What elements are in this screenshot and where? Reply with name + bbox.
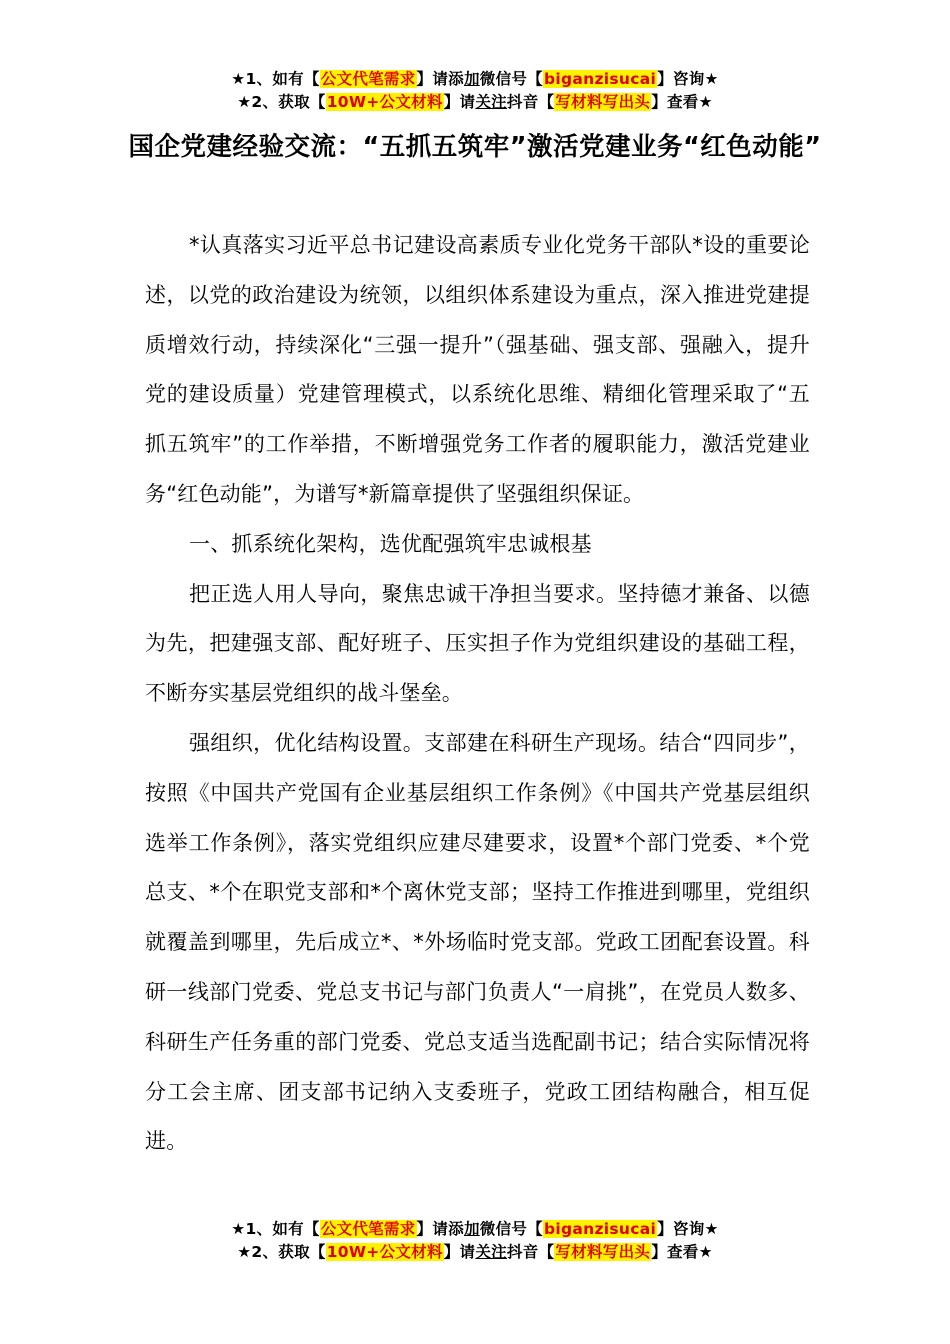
promo-text: 】查看★ xyxy=(651,1243,713,1261)
promo-text: ★2、获取【 xyxy=(237,1243,326,1261)
promo-underlined-text: 关注 xyxy=(475,93,507,111)
promo-text: 】咨询★ xyxy=(657,70,719,88)
promo-text: 抖音【 xyxy=(506,93,555,111)
promo-highlight: 公文代笔需求 xyxy=(320,1220,416,1238)
promo-text: 】请 xyxy=(443,93,476,111)
promo-wechat-id: biganzisucai xyxy=(543,1220,657,1238)
promo-line-2 xyxy=(0,1241,950,1264)
promo-text: 抖音【 xyxy=(506,1243,555,1261)
body-paragraph: 把正选人用人导向，聚焦忠诚干净担当要求。坚持德才兼备、以德为先，把建强支部、配好班子、压实担子作为党组织建设的基础工程，不断夯实基层党组织的战斗堡垒。 xyxy=(145,581,810,706)
promo-line-1 xyxy=(0,1218,950,1241)
promo-text: 】咨询★ xyxy=(657,1220,719,1238)
promo-underlined-text: 加 xyxy=(463,1220,480,1238)
promo-highlight: 10W+公文材料 xyxy=(326,1243,443,1261)
top-promo-banner xyxy=(0,68,950,114)
document-title: 国企党建经验交流：“五抓五筑牢”激活党建业务“红色动能” xyxy=(128,132,822,162)
promo-text: ★1、如有【 xyxy=(231,70,320,88)
body-paragraph: 强组织，优化结构设置。支部建在科研生产现场。结合“四同步”，按照《中国共产党国有企业基层组织工作条例》《中国共产党基层组织选举工作条例》，落实党组织应建尽建要求，设置*个部门党委、*个党总支、*个在职党支部和*个离休党支部；坚持工作推进到哪里，党组织就覆盖到哪里，先后成立*、*外场临时党支部。党政工团配套设置。科研一线部门党委、党总支书记与部门负责人“一肩挑”，在党员人数多、科研生产任务重的部门党委、党总支适当选配副书记；结合实际情况将分工会主席、团支部书记纳入支委班子，党政工团结构融合，相互促进。 xyxy=(145,730,810,1154)
promo-text: 】请添 xyxy=(416,70,464,88)
promo-underlined-text: 加 xyxy=(463,70,480,88)
document-body xyxy=(145,221,810,1167)
section-heading: 一、抓系统化架构，选优配强筑牢忠诚根基 xyxy=(189,531,592,556)
promo-highlight: 10W+公文材料 xyxy=(326,93,443,111)
promo-text: 微信号【 xyxy=(479,1220,543,1238)
promo-line-2 xyxy=(0,91,950,114)
promo-highlight: 公文代笔需求 xyxy=(320,70,416,88)
bottom-promo-banner xyxy=(0,1218,950,1264)
intro-paragraph: *认真落实习近平总书记建设高素质专业化党务干部队*设的重要论述，以党的政治建设为统领，以组织体系建设为重点，深入推进党建提质增效行动，持续深化“三强一提升”（强基础、强支部、强融入，提升党的建设质量）党建管理模式，以系统化思维、精细化管理采取了“五抓五筑牢”的工作举措，不断增强党务工作者的履职能力，激活党建业务“红色动能”，为谱写*新篇章提供了坚强组织保证。 xyxy=(145,233,810,506)
promo-text: 】请 xyxy=(443,1243,476,1261)
promo-douyin-id: 写材料写出头 xyxy=(555,1243,651,1261)
promo-text: 】查看★ xyxy=(651,93,713,111)
promo-douyin-id: 写材料写出头 xyxy=(555,93,651,111)
promo-text: 微信号【 xyxy=(479,70,543,88)
promo-line-1 xyxy=(0,68,950,91)
promo-text: ★1、如有【 xyxy=(231,1220,320,1238)
promo-text: 】请添 xyxy=(416,1220,464,1238)
promo-text: ★2、获取【 xyxy=(237,93,326,111)
promo-wechat-id: biganzisucai xyxy=(543,70,657,88)
promo-underlined-text: 关注 xyxy=(475,1243,507,1261)
